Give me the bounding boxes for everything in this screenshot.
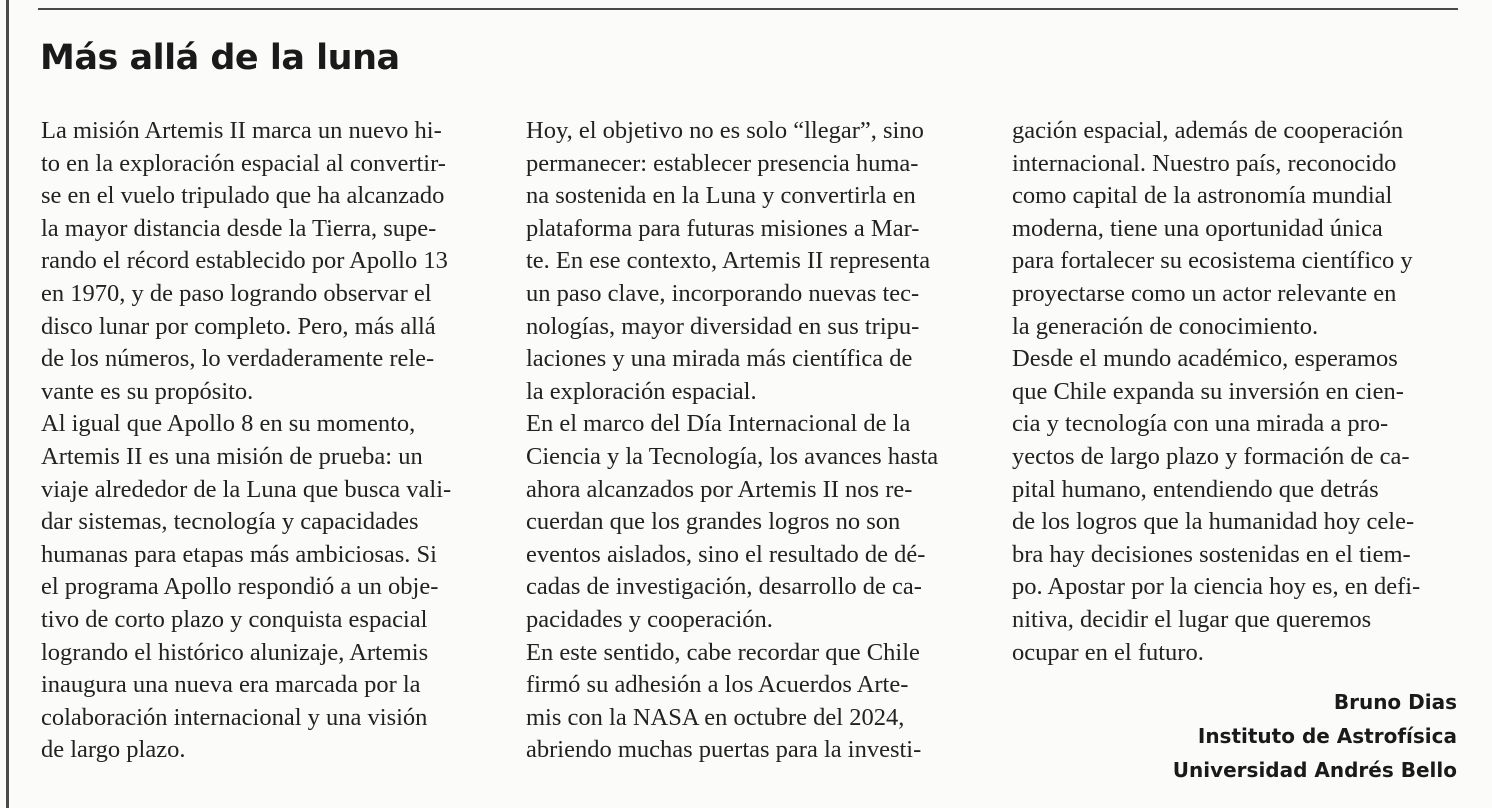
text-line: logrando el histórico alunizaje, Artemis	[41, 638, 429, 666]
text-line: vante es su propósito.	[41, 377, 254, 405]
text-line: firmó su adhesión a los Acuerdos Arte-	[526, 671, 909, 699]
text-line: mis con la NASA en octubre del 2024,	[526, 703, 905, 731]
text-line: colaboración internacional y una visión	[41, 703, 428, 731]
text-line: ocupar en el futuro.	[1012, 638, 1204, 666]
text-line: Al igual que Apollo 8 en su momento,	[41, 410, 416, 438]
text-line: Hoy, el objetivo no es solo “llegar”, sino	[526, 117, 924, 144]
text-line: na sostenida en la Luna y convertirla en	[526, 182, 916, 210]
left-border-rule	[6, 0, 9, 808]
text-line: viaje alrededor de la Luna que busca vali-	[41, 475, 452, 503]
text-line: dar sistemas, tecnología y capacidades	[41, 508, 419, 536]
text-line: humanas para etapas más ambiciosas. Si	[41, 540, 437, 568]
text-line: abriendo muchas puertas para la investi-	[526, 736, 922, 764]
text-line: bra hay decisiones sostenidas en el tiem-	[1012, 540, 1411, 568]
text-line: plataforma para futuras misiones a Mar-	[526, 214, 920, 242]
text-line: te. En ese contexto, Artemis II representa	[526, 247, 931, 275]
text-line: pital humano, entendiendo que detrás	[1012, 475, 1379, 503]
byline-author: Bruno Dias	[1333, 690, 1457, 714]
text-line: nologías, mayor diversidad en sus tripu-	[526, 312, 920, 340]
text-line: en 1970, y de paso logrando observar el	[41, 279, 432, 307]
article-column-1	[41, 115, 491, 767]
top-border-rule	[38, 8, 1458, 10]
text-line: de los logros que la humanidad hoy cele-	[1012, 508, 1415, 536]
text-line: para fortalecer su ecosistema científico y	[1012, 247, 1413, 275]
article-column-3	[1012, 115, 1462, 669]
text-line: permanecer: establecer presencia huma-	[526, 149, 919, 177]
text-line: de largo plazo.	[41, 736, 186, 764]
text-line: En este sentido, cabe recordar que Chile	[526, 638, 920, 666]
text-line: la generación de conocimiento.	[1012, 312, 1319, 340]
text-line: po. Apostar por la ciencia hoy es, en defi-	[1012, 573, 1421, 601]
text-line: inaugura una nueva era marcada por la	[41, 671, 421, 699]
text-line: cadas de investigación, desarrollo de ca-	[526, 573, 922, 601]
article-column-2	[526, 115, 976, 767]
text-line: la mayor distancia desde la Tierra, supe-	[41, 214, 437, 242]
byline-university: Universidad Andrés Bello	[1172, 758, 1457, 782]
text-line: laciones y una mirada más científica de	[526, 345, 913, 373]
byline-institute: Instituto de Astrofísica	[1197, 724, 1457, 748]
text-line: se en el vuelo tripulado que ha alcanzado	[41, 182, 445, 210]
byline	[1173, 685, 1457, 787]
text-line: ahora alcanzados por Artemis II nos re-	[526, 475, 913, 503]
text-line: cuerdan que los grandes logros no son	[526, 508, 901, 536]
text-line: el programa Apollo respondió a un obje-	[41, 573, 439, 601]
text-line: proyectarse como un actor relevante en	[1012, 279, 1397, 307]
text-line: rando el récord establecido por Apollo 13	[41, 247, 448, 275]
text-line: En el marco del Día Internacional de la	[526, 410, 911, 438]
text-line: como capital de la astronomía mundial	[1012, 182, 1393, 210]
text-line: Desde el mundo académico, esperamos	[1012, 345, 1398, 373]
text-line: cia y tecnología con una mirada a pro-	[1012, 410, 1389, 438]
text-line: que Chile expanda su inversión en cien-	[1012, 377, 1404, 405]
text-line: gación espacial, además de cooperación	[1012, 117, 1404, 144]
text-line: eventos aislados, sino el resultado de dé-	[526, 540, 926, 568]
article-headline: Más allá de la luna	[40, 38, 400, 78]
text-line: tivo de corto plazo y conquista espacial	[41, 605, 428, 633]
text-line: disco lunar por completo. Pero, más allá	[41, 312, 436, 340]
text-line: pacidades y cooperación.	[526, 605, 773, 633]
text-line: de los números, lo verdaderamente rele-	[41, 345, 435, 373]
text-line: la exploración espacial.	[526, 377, 757, 405]
text-line: Ciencia y la Tecnología, los avances hasta	[526, 442, 939, 470]
text-line: internacional. Nuestro país, reconocido	[1012, 149, 1397, 177]
text-line: to en la exploración espacial al convertir-	[41, 149, 446, 177]
text-line: nitiva, decidir el lugar que queremos	[1012, 605, 1372, 633]
text-line: La misión Artemis II marca un nuevo hi-	[41, 117, 442, 144]
text-line: yectos de largo plazo y formación de ca-	[1012, 442, 1410, 470]
text-line: moderna, tiene una oportunidad única	[1012, 214, 1383, 242]
text-line: Artemis II es una misión de prueba: un	[41, 442, 423, 470]
text-line: un paso clave, incorporando nuevas tec-	[526, 279, 920, 307]
